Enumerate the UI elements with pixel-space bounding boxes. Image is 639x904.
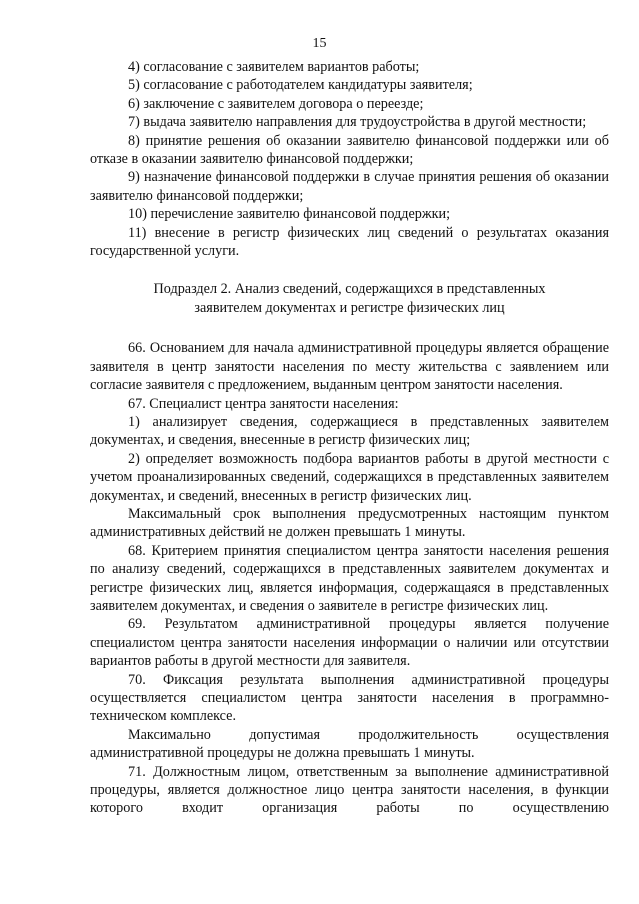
paragraph-67-item-1: 1) анализирует сведения, содержащиеся в представленных заявителем документах, и сведения, внесенные в регистр физических лиц; (90, 413, 609, 449)
list-item: 10) перечисление заявителю финансовой поддержки; (128, 206, 451, 223)
paragraph-67-time-limit: Максимальный срок выполнения предусмотренных настоящим пунктом административных действий не должен превышать 1 минуты. (90, 505, 609, 541)
document-body (90, 58, 609, 818)
page-number: 15 (312, 36, 327, 51)
list-item: 5) согласование с работодателем кандидатуры заявителя; (128, 77, 473, 94)
paragraph-68: 68. Критерием принятия специалистом центра занятости населения решения по анализу сведений, содержащихся в представленных заявителем документах и регистре физических лиц, является информация, содержащаяся в представленных заявителем документах, и сведения о заявителе в регистре физических лиц. (90, 542, 609, 614)
list-item: 9) назначение финансовой поддержки в случае принятия решения об оказании заявителю финансовой поддержки; (90, 169, 609, 204)
paragraph-66: 66. Основанием для начала административной процедуры является обращение заявителя в центр занятости населения по месту жительства с заявлением или согласие заявителя с предложением, выданным центром занятости населения. (90, 340, 609, 394)
list-item: 11) внесение в регистр физических лиц сведений о результатах оказания государственной услуги. (90, 224, 609, 260)
list-item: 7) выдача заявителю направления для трудоустройства в другой местности; (128, 114, 587, 131)
list-item: 6) заключение с заявителем договора о переезде; (128, 95, 424, 112)
subsection-heading: Подраздел 2. Анализ сведений, содержащихся в представленных заявителем документах и регистре физических лиц (153, 281, 546, 316)
paragraph-71: 71. Должностным лицом, ответственным за выполнение административной процедуры, является должностное лицо центра занятости населения, в функции которого входит организация работы по осуществлению (90, 763, 609, 817)
paragraph-67: 67. Специалист центра занятости населения: (128, 395, 399, 412)
paragraph-70-time-limit: Максимально допустимая продолжительность осуществления административной процедуры не должна превышать 1 минуты. (90, 726, 609, 762)
list-item: 8) принятие решения об оказании заявителю финансовой поддержки или об отказе в оказании заявителю финансовой поддержки; (90, 132, 609, 168)
list-item: 4) согласование с заявителем вариантов работы; (128, 59, 420, 75)
paragraph-70: 70. Фиксация результата выполнения административной процедуры осуществляется специалистом центра занятости населения в программно-техническом комплексе. (90, 671, 609, 725)
paragraph-69: 69. Результатом административной процедуры является получение специалистом центра занятости населения информации о наличии или отсутствии вариантов работы в другой местности для заявителя. (90, 616, 609, 670)
paragraph-67-item-2: 2) определяет возможность подбора вариантов работы в другой местности с учетом проанализированных сведений, содержащихся в представленных заявителем документах, и сведений, внесенных в регистр физических лиц. (90, 450, 609, 504)
